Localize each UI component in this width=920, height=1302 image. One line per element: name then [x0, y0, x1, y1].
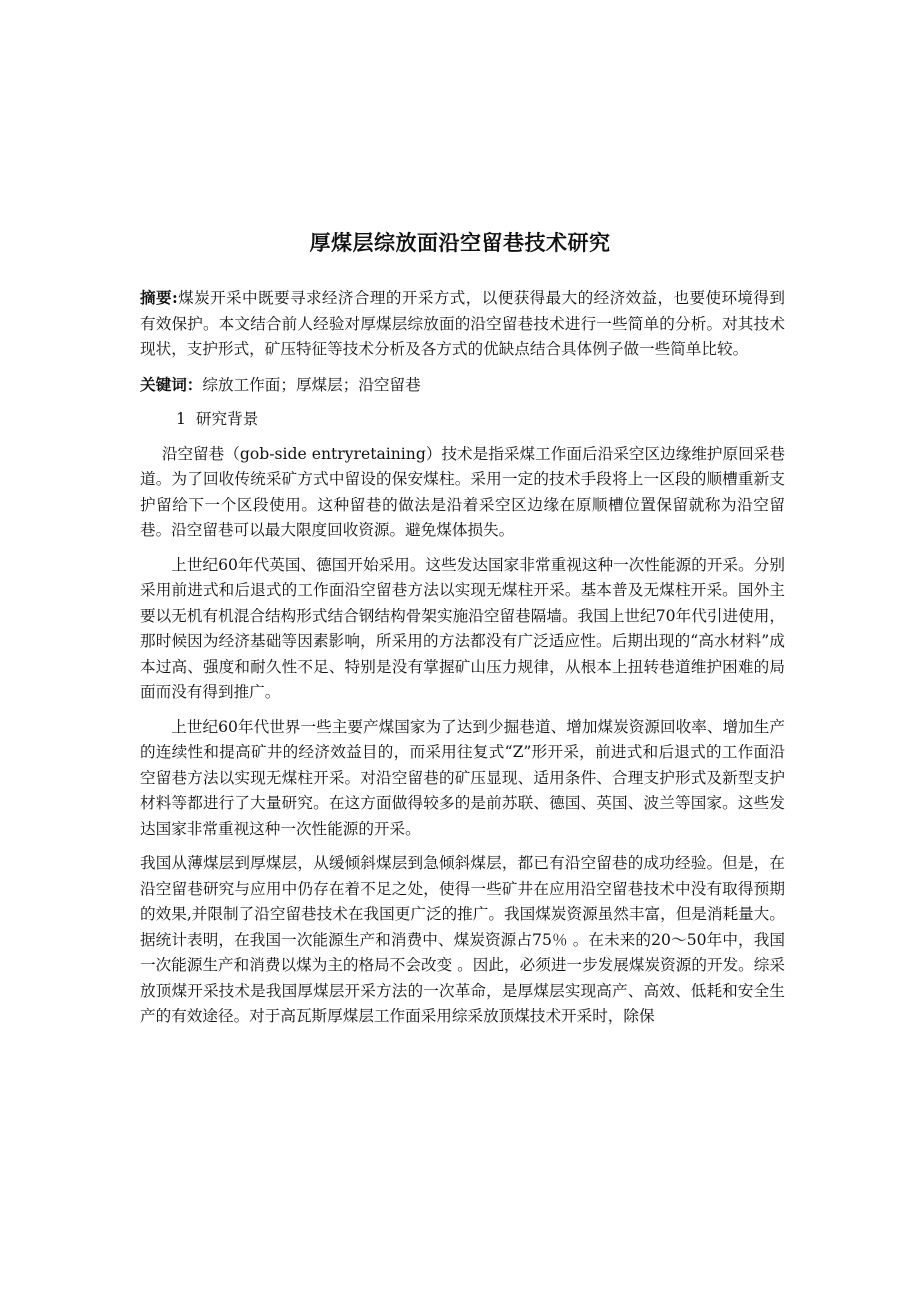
document-title: 厚煤层综放面沿空留巷技术研究: [309, 231, 611, 255]
section-heading: [140, 407, 785, 433]
body-paragraph-4: 我国从薄煤层到厚煤层，从缓倾斜煤层到急倾斜煤层，都已有沿空留巷的成功经验。但是，在沿空留巷研究与应用中仍存在着不足之处，使得一些矿井在应用沿空留巷技术中没有取得预期的效果,并限制了沿空留巷技术在我国更广泛的推广。我国煤炭资源虽然丰富，但是消耗量大。据统计表明，在我国一次能源生产和消费中、煤炭资源占75％ 。在未来的20～50年中，我国一次能源生产和消费以煤为主的格局不会改变 。因此，必须进一步发展煤炭资源的开发。综采放顶煤开采技术是我国厚煤层开采方法的一次革命，是厚煤层实现高产、高效、低耗和安全生产的有效途径。对于高瓦斯厚煤层工作面采用综采放顶煤技术开采时，除保: [140, 854, 785, 1025]
keywords-paragraph: [140, 372, 785, 399]
abstract-paragraph: [140, 285, 785, 363]
keywords-text: 综放工作面；厚煤层；沿空留巷: [202, 375, 421, 394]
body-paragraph-1: 沿空留巷（gob-side entryretaining）技术是指采煤工作面后沿采空区边缘维护原回采巷道。为了回收传统采矿方式中留设的保安煤柱。采用一定的技术手段将上一区段的顺槽重新支护留给下一个区段使用。这种留巷的做法是沿着采空区边缘在原顺槽位置保留就称为沿空留巷。沿空留巷可以最大限度回收资源。避免煤体损失。: [140, 444, 785, 539]
body-paragraph-2: 上世纪60年代英国、德国开始采用。这些发达国家非常重视这种一次性能源的开采。分别采用前进式和后退式的工作面沿空留巷方法以实现无煤柱开采。基本普及无煤柱开采。国外主要以无机有机混合结构形式结合钢结构骨架实施沿空留巷隔墙。我国上世纪70年代引进使用，那时候因为经济基础等因素影响，所采用的方法都没有广泛适应性。后期出现的“高水材料”成本过高、强度和耐久性不足、特别是没有掌握矿山压力规律，从根本上扭转巷道维护困难的局面而没有得到推广。: [140, 555, 785, 701]
section-number: 1: [176, 410, 186, 428]
abstract-text: 煤炭开采中既要寻求经济合理的开采方式，以便获得最大的经济效益，也要使环境得到有效保护。本文结合前人经验对厚煤层综放面的沿空留巷技术进行一些简单的分析。对其技术现状，支护形式，矿压特征等技术分析及各方式的优缺点结合具体例子做一些简单比较。: [140, 289, 785, 358]
abstract-label: 摘要:: [140, 288, 178, 307]
keywords-label: 关键词：: [140, 374, 203, 394]
document-body: [140, 285, 785, 1039]
body-paragraph-3: 上世纪60年代世界一些主要产煤国家为了达到少掘巷道、增加煤炭资源回收率、增加生产的连续性和提高矿井的经济效益目的，而采用往复式“Z”形开采，前进式和后退式的工作面沿空留巷方法以实现无煤柱开采。对沿空留巷的矿压显现、适用条件、合理支护形式及新型支护材料等都进行了大量研究。在这方面做得较多的是前苏联、德国、英国、波兰等国家。这些发达国家非常重视这种一次性能源的开采。: [140, 717, 785, 838]
section-title: 研究背景: [195, 410, 259, 428]
